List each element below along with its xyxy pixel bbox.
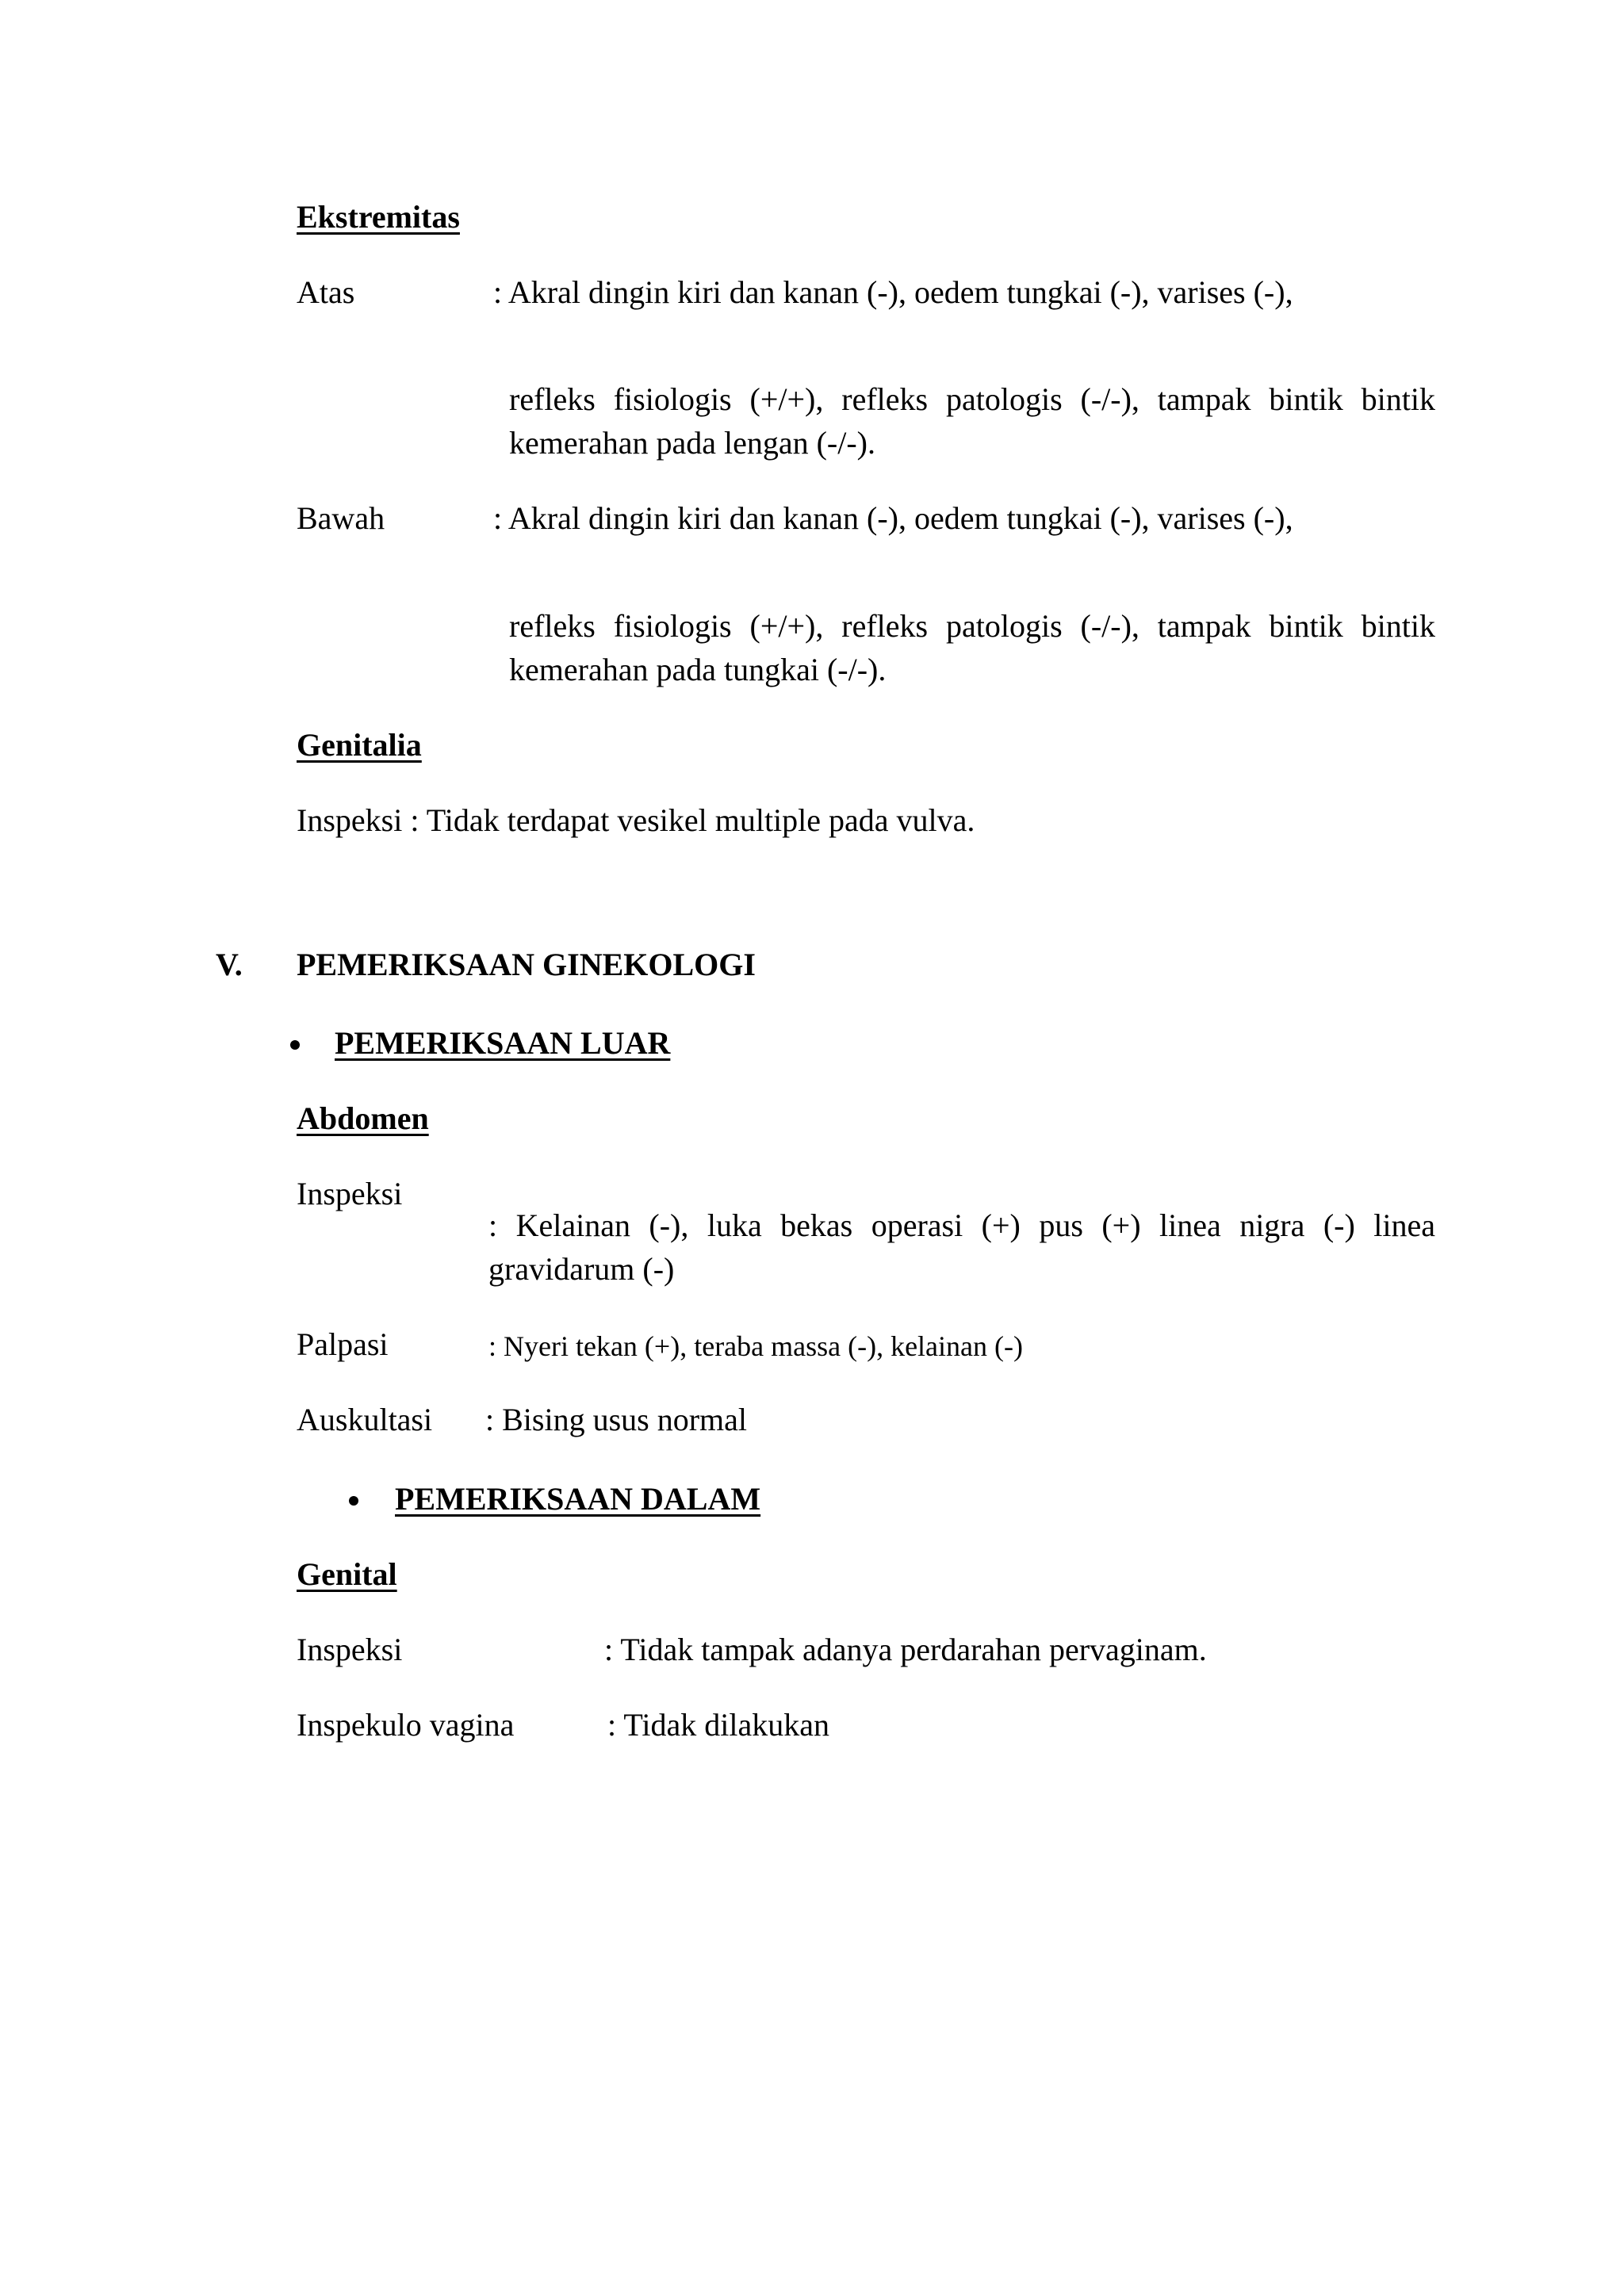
- inspekulo-value: : Tidak dilakukan: [607, 1707, 830, 1743]
- ekstremitas-heading: Ekstremitas: [297, 199, 460, 235]
- atas-label: Atas: [297, 274, 355, 310]
- abdomen-auskultasi-value: : Bising usus normal: [485, 1402, 748, 1437]
- bawah-line-3: kemerahan pada tungkai (-/-).: [509, 652, 887, 687]
- abdomen-inspeksi-line-1: : Kelainan (-), luka bekas operasi (+) pus (+) linea nigra (-) linea: [488, 1207, 1435, 1243]
- pemeriksaan-dalam-heading: PEMERIKSAAN DALAM: [395, 1481, 761, 1517]
- bullet-icon: [349, 1496, 358, 1506]
- abdomen-inspeksi-line-2: gravidarum (-): [488, 1251, 675, 1287]
- atas-line-1: : Akral dingin kiri dan kanan (-), oedem tungkai (-), varises (-),: [493, 274, 1293, 310]
- abdomen-inspeksi-label: Inspeksi: [297, 1176, 403, 1211]
- genital-inspeksi-label: Inspeksi: [297, 1632, 403, 1667]
- bawah-line-2: refleks fisiologis (+/+), refleks patologis (-/-), tampak bintik bintik: [509, 608, 1435, 644]
- genital-heading: Genital: [297, 1556, 397, 1592]
- abdomen-auskultasi-label: Auskultasi: [297, 1402, 433, 1437]
- bawah-label: Bawah: [297, 500, 385, 536]
- pemeriksaan-luar-heading: PEMERIKSAAN LUAR: [335, 1025, 671, 1061]
- inspekulo-label: Inspekulo vagina: [297, 1707, 515, 1743]
- abdomen-palpasi-value: : Nyeri tekan (+), teraba massa (-), kelainan (-): [488, 1330, 1023, 1362]
- bullet-icon: [290, 1040, 300, 1050]
- abdomen-heading: Abdomen: [297, 1100, 429, 1136]
- atas-line-2: refleks fisiologis (+/+), refleks patologis (-/-), tampak bintik bintik: [509, 381, 1435, 417]
- genitalia-heading: Genitalia: [297, 727, 422, 763]
- genital-inspeksi-value: : Tidak tampak adanya perdarahan pervaginam.: [604, 1632, 1207, 1667]
- section-title: PEMERIKSAAN GINEKOLOGI: [297, 947, 756, 982]
- genitalia-inspeksi: Inspeksi : Tidak terdapat vesikel multiple pada vulva.: [297, 802, 975, 838]
- section-number: V.: [216, 947, 243, 982]
- atas-line-3: kemerahan pada lengan (-/-).: [509, 425, 875, 461]
- bawah-line-1: : Akral dingin kiri dan kanan (-), oedem tungkai (-), varises (-),: [493, 500, 1293, 536]
- abdomen-palpasi-label: Palpasi: [297, 1326, 389, 1362]
